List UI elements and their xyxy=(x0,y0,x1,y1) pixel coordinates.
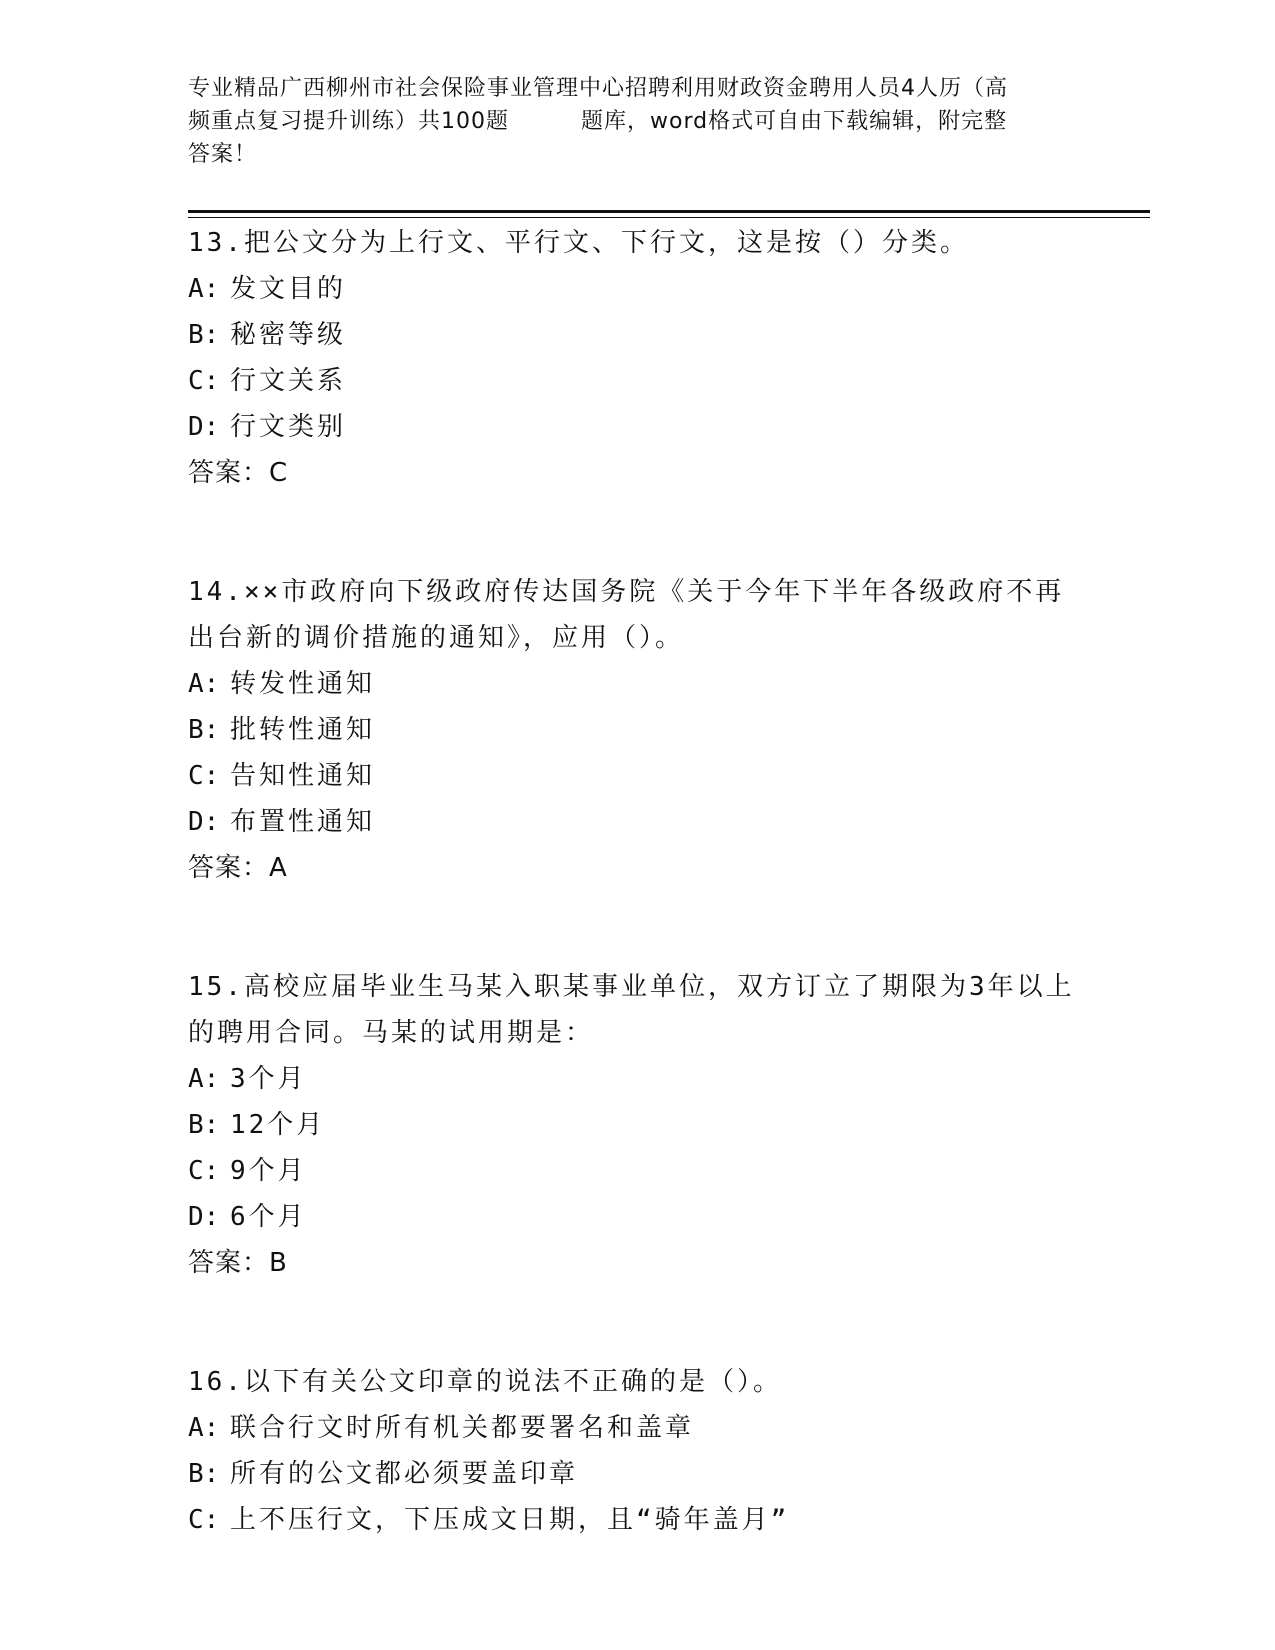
option-text: 6个月 xyxy=(230,1202,307,1232)
question-stem: 14.××市政府向下级政府传达国务院《关于今年下半年各级政府不再 xyxy=(188,577,1065,607)
header-line-3: 答案！ xyxy=(188,142,258,167)
option-text: 布置性通知 xyxy=(230,807,376,837)
option-c xyxy=(188,753,1138,799)
option-c xyxy=(188,1148,1138,1194)
option-text: 转发性通知 xyxy=(230,669,376,699)
option-c xyxy=(188,358,1138,404)
option-text: 秘密等级 xyxy=(230,320,347,350)
option-text: 12个月 xyxy=(230,1110,326,1140)
header-line-1: 专业精品广西柳州市社会保险事业管理中心招聘利用财政资金聘用人员4人历（高 xyxy=(188,76,1008,101)
answer: 答案：C xyxy=(188,458,289,488)
option-text: 告知性通知 xyxy=(230,761,376,791)
question-stem: 15.高校应届毕业生马某入职某事业单位，双方订立了期限为3年以上 xyxy=(188,972,1075,1002)
option-text: 发文目的 xyxy=(230,274,347,304)
option-b xyxy=(188,312,1138,358)
question-list xyxy=(188,220,1138,1543)
option-label: D: xyxy=(188,412,220,442)
question-stem-continued: 出台新的调价措施的通知》，应用（）。 xyxy=(188,623,685,653)
document-header xyxy=(188,72,1088,171)
option-label: C: xyxy=(188,1156,220,1186)
option-label: B: xyxy=(188,1110,220,1140)
option-label: B: xyxy=(188,320,220,350)
option-label: A: xyxy=(188,669,220,699)
question-stem-continued: 的聘用合同。马某的试用期是： xyxy=(188,1018,595,1048)
option-a xyxy=(188,661,1138,707)
option-text: 行文类别 xyxy=(230,412,347,442)
option-b xyxy=(188,707,1138,753)
option-label: A: xyxy=(188,1064,220,1094)
option-c xyxy=(188,1497,1138,1543)
option-text: 联合行文时所有机关都要署名和盖章 xyxy=(230,1413,695,1443)
option-text: 批转性通知 xyxy=(230,715,376,745)
option-d xyxy=(188,1194,1138,1240)
option-label: A: xyxy=(188,1413,220,1443)
answer: 答案：A xyxy=(188,853,288,883)
question-16 xyxy=(188,1359,1138,1543)
option-label: C: xyxy=(188,366,220,396)
option-text: 上不压行文，下压成文日期，且“骑年盖月” xyxy=(230,1505,790,1535)
question-stem: 13.把公文分为上行文、平行文、下行文，这是按（）分类。 xyxy=(188,228,969,258)
option-label: D: xyxy=(188,807,220,837)
option-a xyxy=(188,266,1138,312)
answer: 答案：B xyxy=(188,1248,288,1278)
option-d xyxy=(188,404,1138,450)
option-text: 行文关系 xyxy=(230,366,347,396)
option-d xyxy=(188,799,1138,845)
option-a xyxy=(188,1056,1138,1102)
question-stem: 16.以下有关公文印章的说法不正确的是（）。 xyxy=(188,1367,782,1397)
option-b xyxy=(188,1102,1138,1148)
option-label: D: xyxy=(188,1202,220,1232)
option-label: B: xyxy=(188,715,220,745)
option-label: C: xyxy=(188,761,220,791)
question-15 xyxy=(188,964,1138,1286)
option-b xyxy=(188,1451,1138,1497)
option-text: 9个月 xyxy=(230,1156,307,1186)
header-line-2 xyxy=(188,105,1088,138)
option-label: B: xyxy=(188,1459,220,1489)
option-text: 3个月 xyxy=(230,1064,307,1094)
option-label: A: xyxy=(188,274,220,304)
question-14 xyxy=(188,569,1138,891)
option-label: C: xyxy=(188,1505,220,1535)
option-text: 所有的公文都必须要盖印章 xyxy=(230,1459,579,1489)
option-a xyxy=(188,1405,1138,1451)
header-line-2-part-a: 频重点复习提升训练）共100题 xyxy=(188,109,509,134)
header-divider xyxy=(188,210,1150,218)
question-13 xyxy=(188,220,1138,496)
header-line-2-part-b: 题库，word格式可自由下载编辑，附完整 xyxy=(581,109,1008,134)
